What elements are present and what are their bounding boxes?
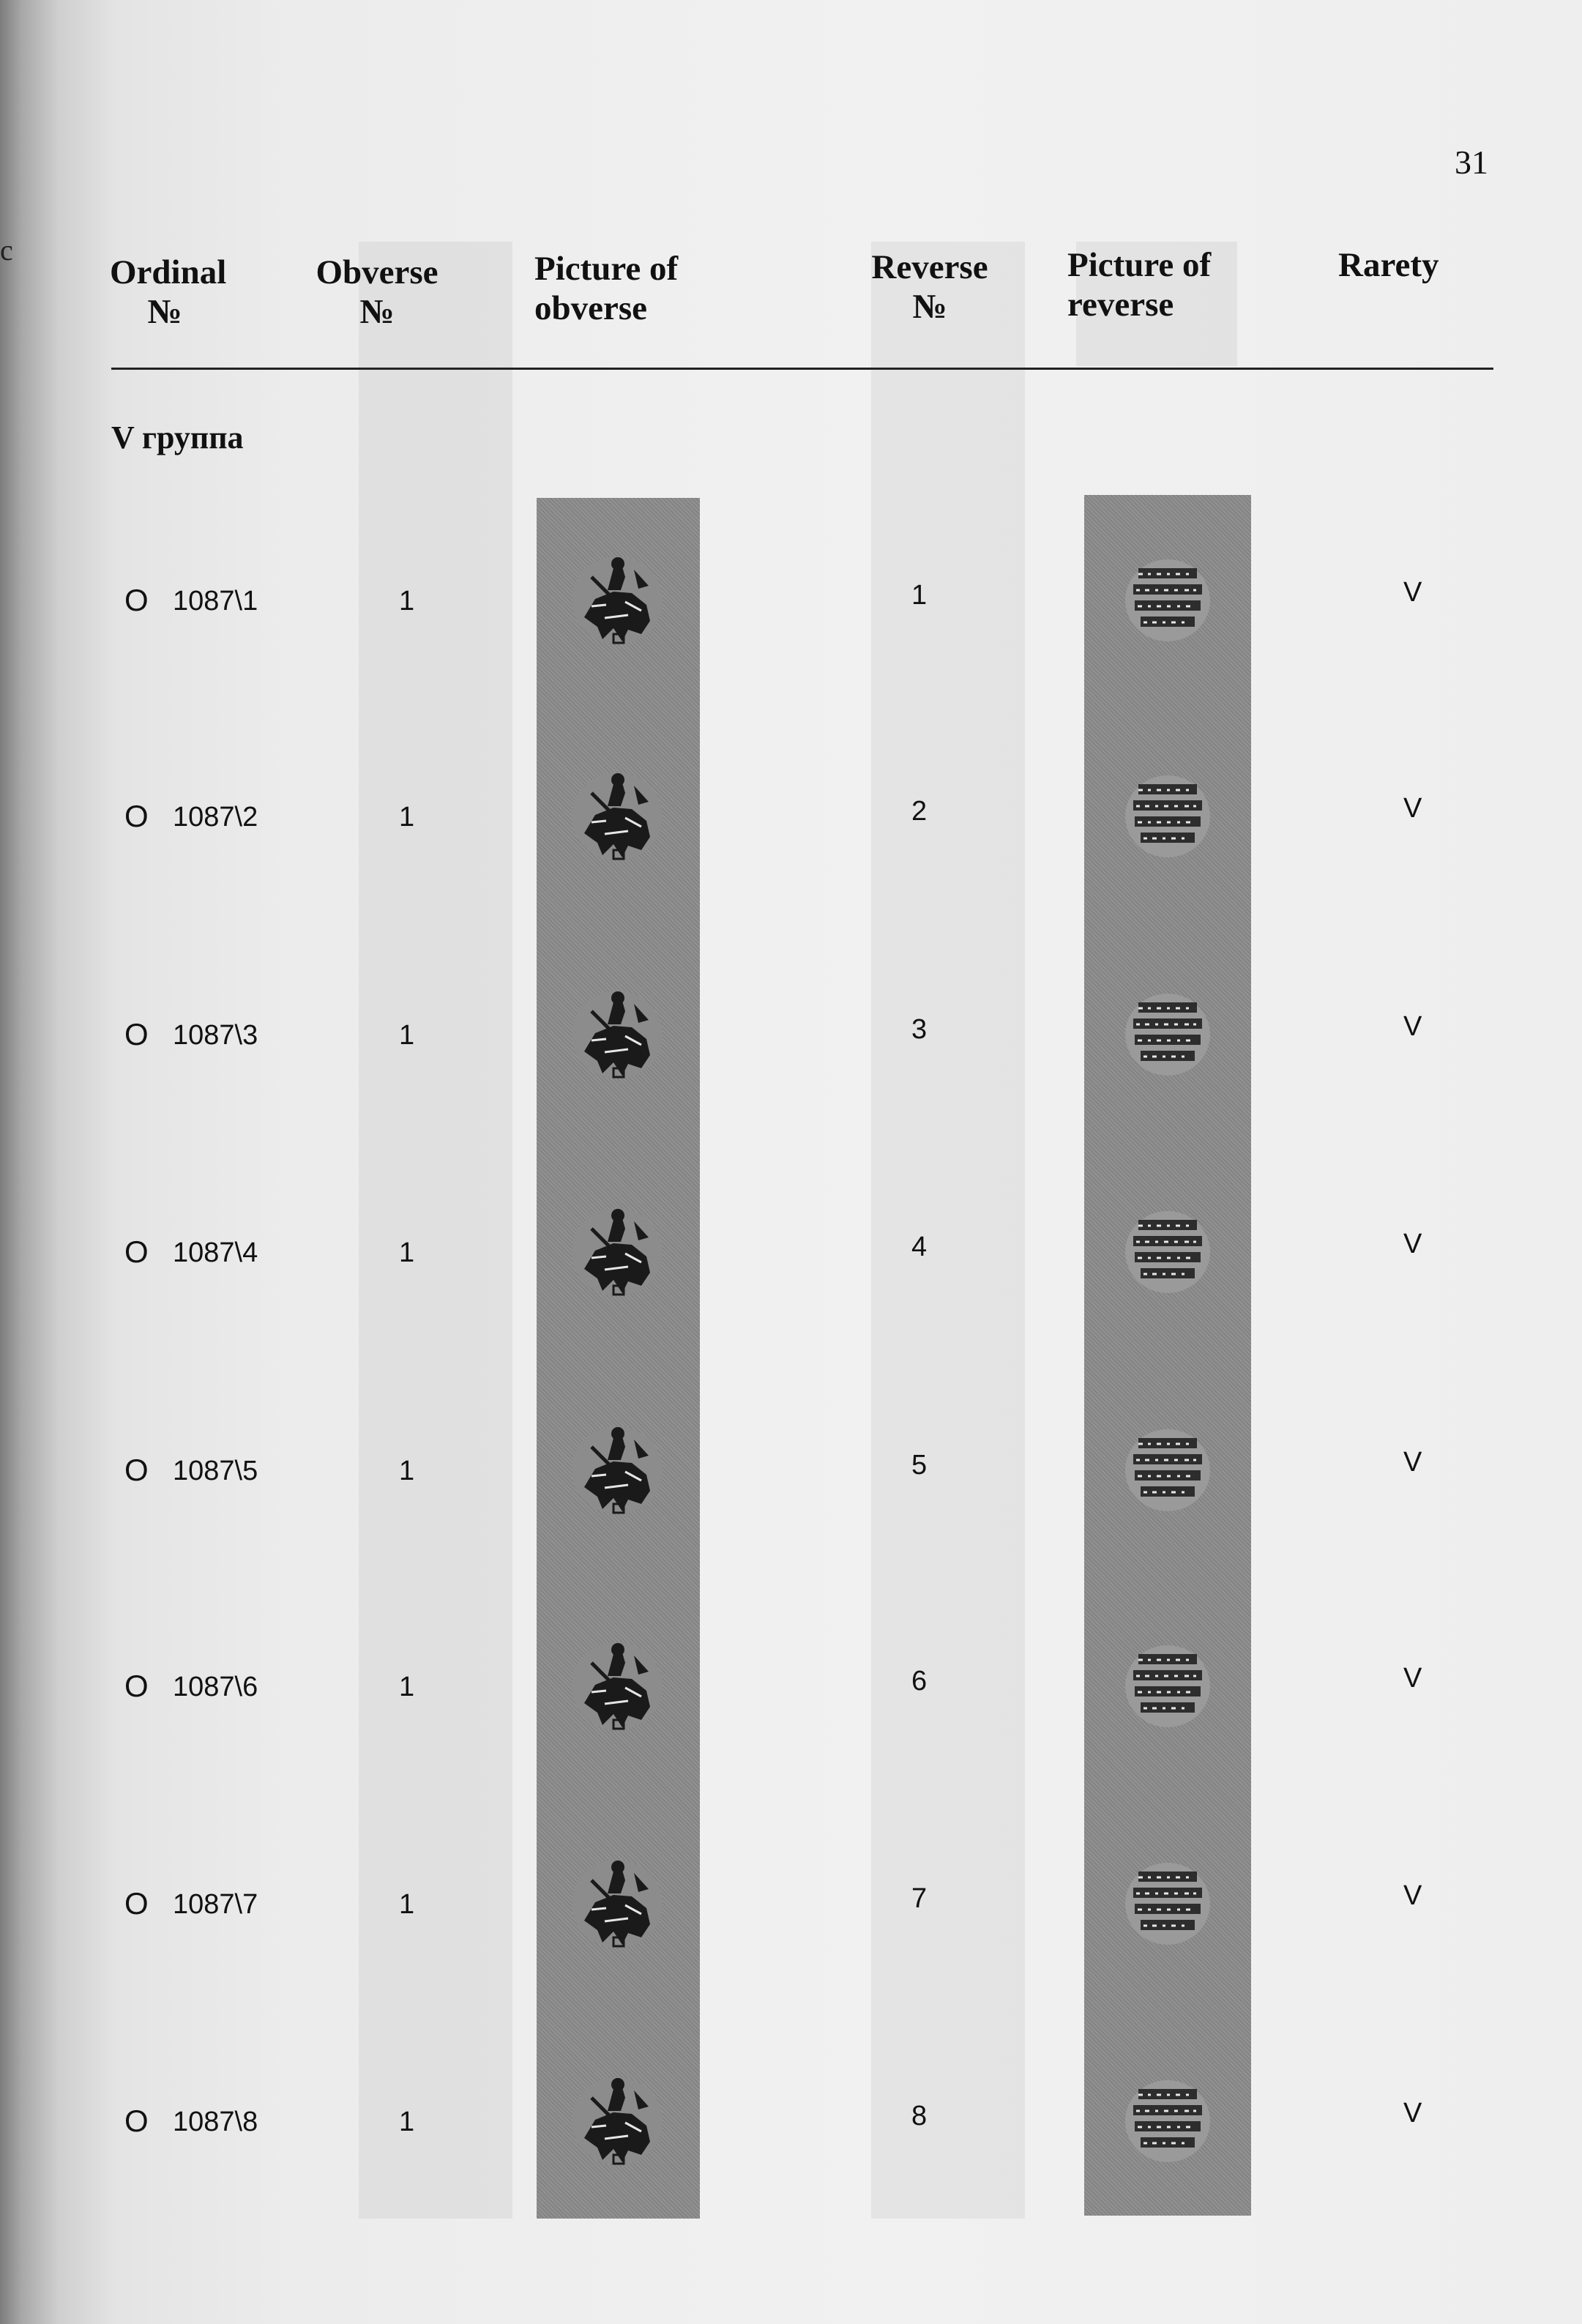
row-marker: O (124, 1017, 149, 1051)
row-marker: O (124, 1234, 149, 1269)
row-ordinal: 1087\8 (173, 2107, 258, 2137)
row-marker: O (124, 1886, 149, 1921)
header-ordinal-line2: № (147, 293, 182, 331)
row-obverse-number: 1 (399, 586, 415, 617)
row-ordinal: 1087\3 (173, 1020, 258, 1051)
header-obverse-line2: № (359, 293, 395, 331)
reverse-coin-image (1113, 1418, 1223, 1520)
header-picture-reverse-line2: reverse (1067, 286, 1174, 324)
header-obverse-line1: Obverse (316, 253, 439, 291)
row-obverse-number: 1 (399, 1237, 415, 1268)
row-reverse-number: 1 (911, 580, 928, 611)
row-marker: O (124, 1453, 149, 1487)
header-rule (111, 368, 1493, 370)
reverse-coin-image (1113, 548, 1223, 650)
reverse-coin-image (1113, 982, 1223, 1084)
row-marker: O (124, 583, 149, 617)
header-picture-obverse-line1: Picture of (534, 250, 679, 288)
row-obverse-number: 1 (399, 1020, 415, 1051)
header-ordinal (110, 253, 227, 332)
obverse-coin-image (562, 1851, 672, 1954)
header-reverse-line2: № (912, 288, 947, 326)
row-reverse-number: 5 (911, 1450, 928, 1481)
row-rarety: V (1403, 793, 1422, 824)
header-obverse (311, 253, 443, 332)
obverse-coin-image (562, 1199, 672, 1302)
row-reverse-number: 7 (911, 1883, 928, 1914)
row-obverse-number: 1 (399, 1672, 415, 1702)
obverse-coin-image (562, 764, 672, 866)
header-ordinal-line1: Ordinal (110, 253, 227, 291)
row-ordinal: 1087\4 (173, 1237, 258, 1268)
header-reverse-line1: Reverse (871, 248, 988, 286)
reverse-coin-image (1113, 764, 1223, 866)
row-marker: O (124, 1669, 149, 1703)
row-rarety: V (1403, 2098, 1422, 2129)
row-reverse-number: 8 (911, 2101, 928, 2131)
reverse-coin-image (1113, 1634, 1223, 1736)
header-picture-obverse-line2: obverse (534, 289, 648, 327)
row-obverse-number: 1 (399, 802, 415, 833)
row-reverse-number: 6 (911, 1666, 928, 1697)
row-rarety: V (1403, 1011, 1422, 1042)
row-marker: O (124, 2104, 149, 2138)
obverse-coin-image (562, 548, 672, 650)
row-obverse-number: 1 (399, 1456, 415, 1486)
row-ordinal: 1087\6 (173, 1672, 258, 1702)
row-obverse-number: 1 (399, 1889, 415, 1920)
page-number: 31 (1455, 144, 1488, 181)
bleed-through-strip (871, 242, 1025, 2219)
row-rarety: V (1403, 1229, 1422, 1259)
header-rarety (1338, 245, 1439, 285)
row-ordinal: 1087\5 (173, 1456, 258, 1486)
row-ordinal: 1087\7 (173, 1889, 258, 1920)
reverse-images-strip (1084, 495, 1251, 2216)
row-rarety: V (1403, 1447, 1422, 1478)
obverse-images-strip (537, 498, 700, 2219)
row-reverse-number: 2 (911, 796, 928, 827)
reverse-coin-image (1113, 1199, 1223, 1302)
row-obverse-number: 1 (399, 2107, 415, 2137)
row-ordinal: 1087\1 (173, 586, 258, 617)
row-ordinal: 1087\2 (173, 802, 258, 833)
row-rarety: V (1403, 577, 1422, 608)
header-picture-reverse (1067, 245, 1211, 324)
header-reverse (864, 247, 996, 327)
reverse-coin-image (1113, 2068, 1223, 2171)
obverse-coin-image (562, 982, 672, 1084)
row-marker: O (124, 799, 149, 833)
obverse-coin-image (562, 1634, 672, 1736)
group-label: V группа (111, 420, 244, 455)
obverse-coin-image (562, 1418, 672, 1520)
header-rarety-label: Rarety (1338, 246, 1439, 284)
row-reverse-number: 4 (911, 1232, 928, 1262)
header-picture-obverse (534, 249, 678, 328)
header-picture-reverse-line1: Picture of (1067, 246, 1212, 284)
margin-mark: c (0, 234, 13, 267)
row-rarety: V (1403, 1663, 1422, 1694)
row-rarety: V (1403, 1880, 1422, 1911)
bleed-through-strip (359, 242, 512, 2219)
row-reverse-number: 3 (911, 1014, 928, 1045)
reverse-coin-image (1113, 1851, 1223, 1954)
obverse-coin-image (562, 2068, 672, 2171)
